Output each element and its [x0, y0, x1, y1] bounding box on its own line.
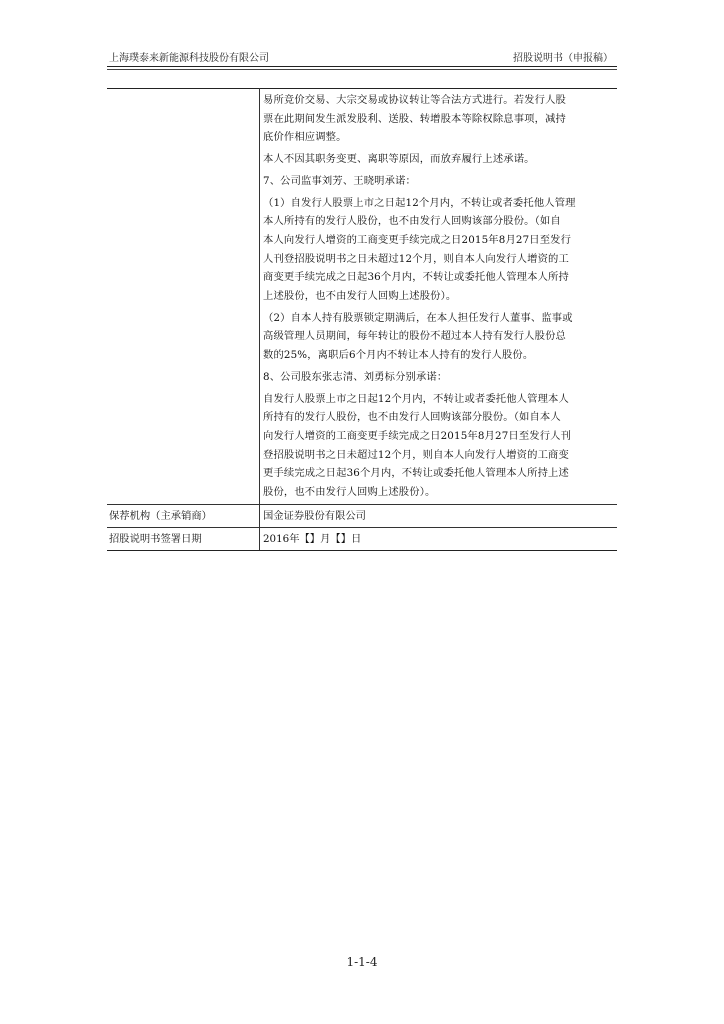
commitment-no-abandon: [263, 150, 617, 169]
shareholder-commitment-heading: [263, 368, 617, 387]
text-line: 易所竞价交易、大宗交易或协议转让等合法方式进行。若发行人股: [263, 94, 566, 106]
text-line: 本人所持有的发行人股份，也不由发行人回购该部分股份。（如自: [263, 215, 561, 228]
sponsor-label: 保荐机构（主承销商）: [107, 504, 260, 527]
table-row-sponsor: [107, 504, 617, 527]
table-row-commitments: [107, 89, 617, 505]
text-line: 更手续完成之日起36个月内，不转让或委托他人管理本人所持上述: [263, 467, 569, 480]
shareholder-commitment: [263, 390, 617, 502]
text-line: 上述股份，也不由发行人回购上述股份）。: [263, 290, 457, 303]
text-line: 向发行人增资的工商变更手续完成之日2015年8月27日至发行人刊: [263, 429, 572, 442]
supervisor-commitment-1: [263, 194, 617, 306]
text-line: 商变更手续完成之日起36个月内，不转让或委托他人管理本人所持: [263, 271, 569, 284]
header-document-title: 招股说明书（申报稿）: [513, 53, 613, 64]
page-number: 1-1-4: [346, 955, 378, 969]
supervisor-commitment-heading: [263, 172, 617, 191]
info-table: [107, 88, 617, 551]
supervisor-commitment-2: [263, 309, 617, 365]
text-line: 数的25%，离职后6个月内不转让本人持有的发行人股份。: [263, 349, 534, 362]
text-line: 高级管理人员期间，每年转让的股份不超过本人持有发行人股份总: [263, 330, 566, 343]
text-line: 登招股说明书之日未超过12个月，则自本人向发行人增资的工商变: [263, 448, 569, 461]
text-line: 票在此期间发生派发股利、送股、转增股本等除权除息事项，减持: [263, 112, 566, 125]
signing-date-label: 招股说明书签署日期: [107, 527, 260, 550]
text-line: （2）自本人持有股票锁定期满后，在本人担任发行人董事、监事或: [263, 311, 573, 324]
page-header: [107, 52, 617, 66]
text-line: 自发行人股票上市之日起12个月内，不转让或者委托他人管理本人: [263, 392, 569, 405]
signing-date-value: 2016年【】月【】日: [260, 527, 618, 550]
text-line: 人刊登招股说明书之日未超过12个月，则自本人向发行人增资的工: [263, 252, 569, 265]
text-line: （1）自发行人股票上市之日起12个月内，不转让或者委托他人管理: [263, 196, 576, 209]
text-line: 8、公司股东张志清、刘勇标分别承诺：: [263, 370, 448, 383]
text-line: 所持有的发行人股份，也不由发行人回购该部分股份。（如自本人: [263, 411, 561, 424]
commitment-continuation: [263, 91, 617, 147]
commitment-text-cell: [260, 89, 618, 505]
table-cell-empty-label: [107, 89, 260, 505]
text-line: 7、公司监事刘芳、王晓明承诺：: [263, 174, 416, 187]
header-rule-thin: [107, 69, 617, 70]
header-company-name: 上海璞泰来新能源科技股份有限公司: [109, 53, 269, 64]
text-line: 股份，也不由发行人回购上述股份）。: [263, 486, 436, 499]
text-line: 本人不因其职务变更、离职等原因，而放弃履行上述承诺。: [263, 153, 535, 166]
text-line: 底价作相应调整。: [263, 131, 347, 144]
text-line: 本人向发行人增资的工商变更手续完成之日2015年8月27日至发行: [263, 233, 572, 246]
table-row-signing-date: [107, 527, 617, 550]
sponsor-value: 国金证券股份有限公司: [260, 504, 618, 527]
header-rule: [107, 66, 617, 67]
